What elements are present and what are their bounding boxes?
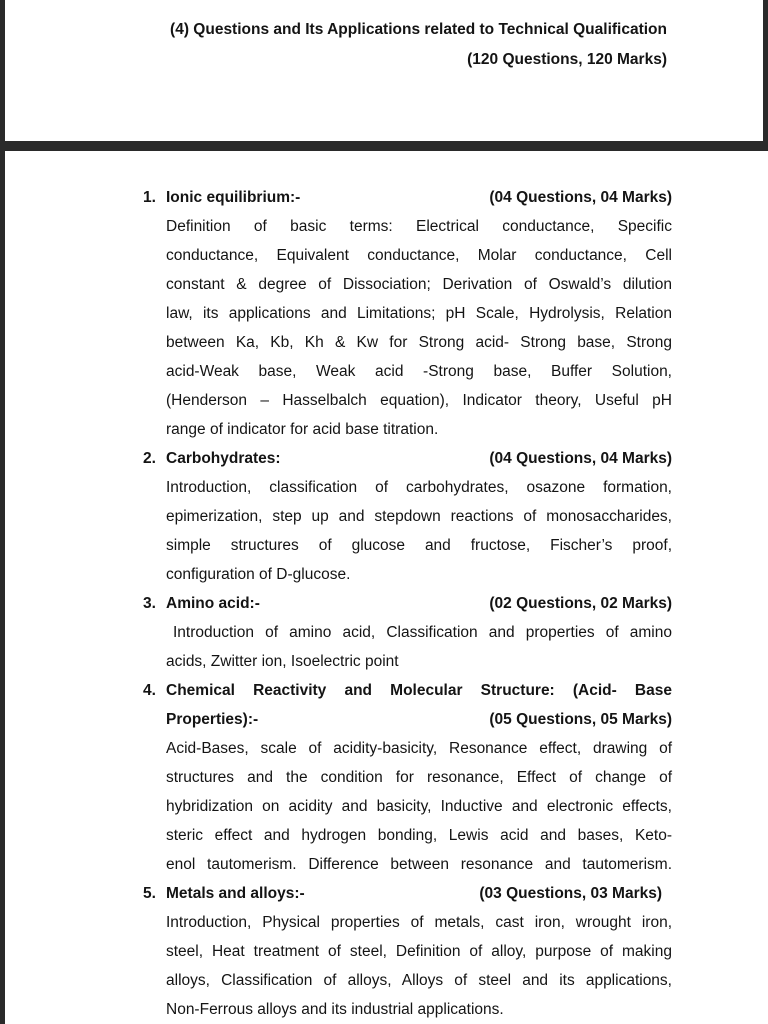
topic-text-line: Introduction, classification of carbohydrates, osazone formation, bbox=[166, 479, 672, 496]
topic-marks: (04 Questions, 04 Marks) bbox=[489, 189, 672, 206]
topic-heading bbox=[166, 885, 662, 903]
topic-heading bbox=[166, 189, 672, 207]
topic-text-line: enol tautomerism. Difference between resonance and tautomerism. bbox=[166, 856, 672, 873]
topic-heading bbox=[166, 450, 672, 468]
topic-heading bbox=[166, 595, 672, 613]
topic-title: Chemical Reactivity and Molecular Structure: (Acid- Base bbox=[166, 682, 672, 699]
topic-marks: (03 Questions, 03 Marks) bbox=[479, 885, 662, 902]
topic-text-line: Introduction of amino acid, Classification and properties of amino bbox=[173, 624, 672, 641]
topic-text-line: acids, Zwitter ion, Isoelectric point bbox=[166, 653, 399, 670]
topic-title: Carbohydrates: bbox=[166, 450, 281, 467]
topic-text-line: acid-Weak base, Weak acid -Strong base, Buffer Solution, bbox=[166, 363, 672, 380]
topic-text-line: range of indicator for acid base titration. bbox=[166, 421, 439, 438]
topic-text-line: hybridization on acidity and basicity, Inductive and electronic effects, bbox=[166, 798, 672, 815]
header-sheet bbox=[5, 0, 763, 141]
topic-title-continued: Properties):- bbox=[166, 711, 259, 728]
section-marks: (120 Questions, 120 Marks) bbox=[467, 51, 667, 68]
topic-number: 2. bbox=[143, 450, 156, 467]
topic-text-line: Acid-Bases, scale of acidity-basicity, Resonance effect, drawing of bbox=[166, 740, 672, 757]
topic-text-line: law, its applications and Limitations; pH Scale, Hydrolysis, Relation bbox=[166, 305, 672, 322]
topic-text-line: configuration of D-glucose. bbox=[166, 566, 351, 583]
topic-text-line: between Ka, Kb, Kh & Kw for Strong acid- Strong base, Strong bbox=[166, 334, 672, 351]
topic-text-line: epimerization, step up and stepdown reactions of monosaccharides, bbox=[166, 508, 672, 525]
topic-title: Ionic equilibrium:- bbox=[166, 189, 301, 206]
topic-number: 1. bbox=[143, 189, 156, 206]
topic-text-line: Definition of basic terms: Electrical conductance, Specific bbox=[166, 218, 672, 235]
topic-text-line: structures and the condition for resonance, Effect of change of bbox=[166, 769, 672, 786]
topic-text-line: (Henderson – Hasselbalch equation), Indicator theory, Useful pH bbox=[166, 392, 672, 409]
topic-text-line: steel, Heat treatment of steel, Definition of alloy, purpose of making bbox=[166, 943, 672, 960]
topic-text-line: simple structures of glucose and fructose, Fischer’s proof, bbox=[166, 537, 672, 554]
topic-marks: (05 Questions, 05 Marks) bbox=[489, 711, 672, 728]
topic-text-line: conductance, Equivalent conductance, Molar conductance, Cell bbox=[166, 247, 672, 264]
section-heading: (4) Questions and Its Applications related to Technical Qualification bbox=[170, 21, 667, 38]
topic-number: 5. bbox=[143, 885, 156, 902]
topic-title: Amino acid:- bbox=[166, 595, 260, 612]
topic-number: 3. bbox=[143, 595, 156, 612]
topic-text-line: constant & degree of Dissociation; Derivation of Oswald’s dilution bbox=[166, 276, 672, 293]
topic-title: Metals and alloys:- bbox=[166, 885, 305, 902]
topic-text-line: steric effect and hydrogen bonding, Lewis acid and bases, Keto- bbox=[166, 827, 672, 844]
topic-text-line: alloys, Classification of alloys, Alloys of steel and its applications, bbox=[166, 972, 672, 989]
topic-marks: (04 Questions, 04 Marks) bbox=[489, 450, 672, 467]
syllabus-sheet bbox=[5, 151, 768, 1024]
topic-text-line: Introduction, Physical properties of metals, cast iron, wrought iron, bbox=[166, 914, 672, 931]
topic-number: 4. bbox=[143, 682, 156, 699]
topic-text-line: Non-Ferrous alloys and its industrial applications. bbox=[166, 1001, 504, 1018]
topic-marks: (02 Questions, 02 Marks) bbox=[489, 595, 672, 612]
topic-heading bbox=[166, 711, 672, 729]
